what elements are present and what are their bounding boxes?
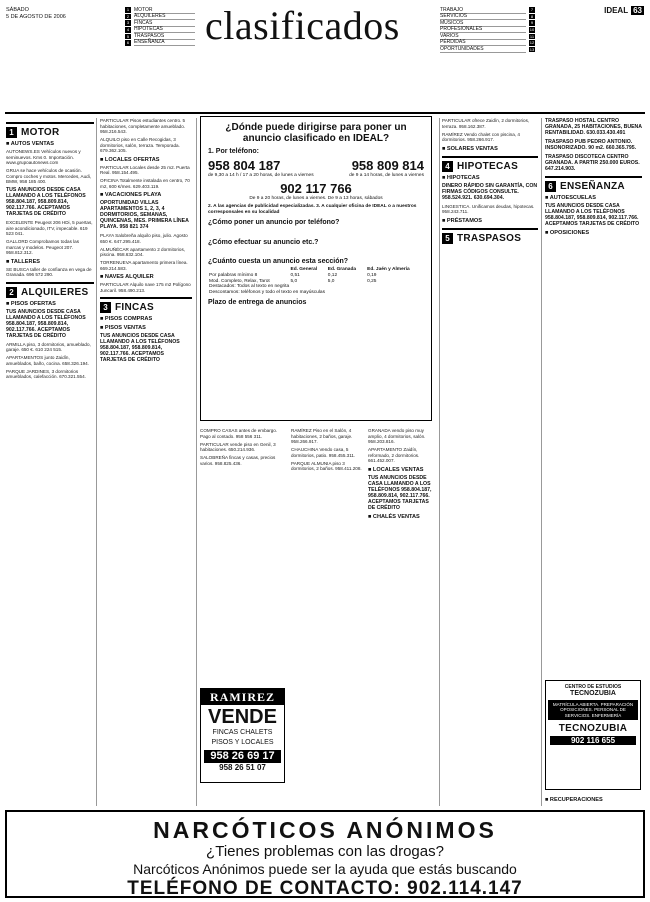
rate-value: 5,0 — [327, 278, 335, 284]
nav-item-servicios[interactable] — [440, 14, 535, 20]
subsection-autos-ventas: ■ AUTOS VENTAS — [6, 141, 55, 147]
classified-ad: RAMÍREZ Piso en el Salón, 4 habitaciones, 2 baños, garaje. 958.266.917. — [291, 428, 353, 444]
subsection-vacaciones-playa: ■ VACACIONES PLAYA — [100, 192, 162, 198]
tecno-subtitle: CENTRO DE ESTUDIOS — [564, 684, 622, 690]
classified-ad: PARTICULAR Pisos estudiantes centro. 5 habitaciones, completamente amueblado. 958.216.543. — [100, 118, 186, 134]
section-header-hipotecas — [442, 156, 538, 172]
ramirez-display-ad — [200, 688, 285, 783]
banner-line-2: Narcóticos Anónimos puede ser la ayuda que estás buscando — [133, 861, 517, 877]
nav-label: OPORTUNIDADES — [440, 46, 526, 53]
tecno-body: MATRÍCULA ABIERTA. PREPARACIÓN OPOSICIONES. PERSONAL DE SERVICIOS. ENFERMERÍA — [548, 700, 638, 720]
hours-1: de 9,30 a 14 h / 17 a 20 horas, de lunes a viernes — [208, 173, 314, 178]
nav-item-hipotecas[interactable] — [125, 27, 195, 33]
nav-item-alquileres[interactable] — [125, 14, 195, 20]
subsection-recuperaciones: ■ RECUPERACIONES — [545, 797, 603, 803]
filler-text-1 — [208, 229, 424, 235]
classified-ad: ARMILLA piso, 3 dormitorios, amueblado, garaje. 650 €. 610 224 515. — [6, 341, 91, 352]
classified-ad: PARQUE ALMUNIA piso 3 dormitorios, 2 baños. 958.411.208. — [291, 460, 362, 471]
nav-label: TRASPASOS — [134, 33, 195, 40]
nav-item-motor[interactable] — [125, 7, 195, 13]
column-3 — [200, 428, 285, 469]
rate-label: Destacados: Todos al texto en negrita — [209, 284, 290, 290]
rate-value: 0,12 — [327, 272, 338, 278]
promo-ad: TRASPASO PUB PEDRO ANTONIO. INSONORIZADO. 90 m2. 660.365.795. — [545, 139, 637, 151]
brand-name: IDEAL — [604, 6, 629, 15]
nav-item-oportunidades[interactable] — [440, 47, 535, 53]
subsection-chales-ventas: ■ CHALÉS VENTAS — [368, 513, 420, 520]
rates-row — [208, 290, 424, 296]
subsection-solares-ventas: ■ SOLARES VENTAS — [442, 145, 498, 152]
nav-label: MÚSICOS — [440, 20, 526, 27]
nav-number: 1 — [126, 7, 130, 13]
nav-label: ENSEÑANZA — [134, 39, 195, 46]
classified-ad: PARTICULAR Locales desde 25 m2. Puerta Real. 958.154.495. — [100, 164, 190, 175]
section-header-alquileres — [6, 282, 94, 298]
subsection-naves-alquiler: ■ NAVES ALQUILER — [100, 274, 154, 280]
nav-label: FINCAS — [134, 20, 195, 27]
nav-label: SERVICIOS — [440, 13, 526, 20]
column-divider — [196, 118, 197, 806]
classified-ad: TORRENUEVA apartamento primera línea. 669.214.583. — [100, 260, 188, 271]
classified-ad: GRANADA vendo piso muy amplio, 4 dormitorios, salón. 958.203.816. — [368, 428, 426, 444]
classified-ad: OFICINA Totalmente instalada en centro, 70 m2, 600 €/mes. 629.403.119. — [100, 178, 190, 189]
promo-ad: TUS ANUNCIOS DESDE CASA LLAMANDO A LOS TELÉFONOS 958.804.187, 958.809.814, 902.117.766. ACEPTAMOS TARJETAS DE CRÉDITO — [368, 474, 432, 511]
section-title: FINCAS — [115, 302, 155, 313]
rates-header-cell: Ed. Jaén y Almería — [367, 267, 410, 273]
classified-ad: ALQUILO piso en Calle Recogidas, 3 dormitorios, salón, terraza. Temporada. 679.362.105. — [100, 137, 180, 153]
classified-ad: PLAYA Salobreña alquilo piso, julio. Agosto 650 €. 647.295.418. — [100, 233, 188, 244]
banner-line-1: ¿Tienes problemas con las drogas? — [206, 843, 444, 860]
classified-ad: COMPRO CASAS antes de embargo. Pago al contado. 958 556 311. — [200, 428, 278, 439]
deadline-heading: Plazo de entrega de anuncios — [208, 299, 307, 307]
nav-number: 8 — [530, 13, 534, 19]
section-header-motor — [6, 122, 94, 138]
ramirez-phone-2[interactable]: 958 26 51 07 — [219, 763, 266, 772]
narcoticos-anonimos-banner — [5, 810, 645, 898]
section-number: 1 — [6, 127, 17, 138]
day-label: SÁBADO — [6, 7, 29, 13]
rate-value: 5,0 — [290, 278, 298, 284]
phone-howto-heading: ¿Cómo poner un anuncio por teléfono? — [208, 219, 340, 227]
nav-number: 13 — [529, 46, 535, 52]
nav-number: 10 — [529, 27, 535, 33]
classified-ad: SE BUSCA taller de confianza en vega de Granada. 696 572 290. — [6, 266, 92, 277]
subsection-oposiciones: ■ OPOSICIONES — [545, 230, 590, 236]
promo-ad: TUS ANUNCIOS DESDE CASA LLAMANDO A LOS TELÉFONOS 958.804.187, 958.809.814, 902.117.766. ACEPTAMOS TARJETAS DE CRÉDITO — [545, 203, 640, 227]
section-number: 2 — [6, 287, 17, 298]
classified-ad: APARTAMENTO Zaidín, reformado, 2 dormitorios. 661.452.007. — [368, 447, 420, 463]
header-rule — [5, 112, 645, 114]
section-title: ALQUILERES — [21, 286, 89, 298]
section-title: ENSEÑANZA — [560, 181, 625, 192]
rates-header-cell: Ed. Granada — [327, 267, 357, 273]
section-header-ensenanza — [545, 176, 642, 192]
tecno-phone[interactable]: 902 116 655 — [550, 736, 636, 745]
classified-ad: LINGESTICA. Unificamos deudas, hipotecas. 958.243.711. — [442, 203, 535, 214]
promo-ad: TUS ANUNCIOS DESDE CASA LLAMANDO A LOS TELÉFONOS 958.804.187, 958.809.814, 902.117.766. ACEPTAMOS TARJETAS DE CRÉDITO — [6, 187, 86, 217]
hours-3-text: De 9 a 20 horas, de lunes a viernes. De 9 a 13 horas, sábados — [249, 195, 383, 201]
newspaper-brand — [580, 6, 644, 15]
nav-item-fincas[interactable] — [125, 20, 195, 26]
section-index-right — [440, 7, 535, 53]
classified-ad: ALMUÑÉCAR apartamento 2 dormitorios, piscina. 958.632.104. — [100, 246, 186, 257]
nav-label: MOTOR — [134, 7, 195, 14]
subsection-pisos-ventas: ■ PISOS VENTAS — [100, 325, 146, 331]
rate-value: 0,25 — [367, 278, 377, 284]
ramirez-phone[interactable]: 958 26 69 17 — [204, 750, 281, 763]
nav-item-musicos[interactable] — [440, 20, 535, 26]
nav-item-ensenanza[interactable] — [125, 40, 195, 46]
column-divider — [439, 118, 440, 806]
classified-ad: PARQUE JARDINES, 3 dormitorios amueblados, calefacción. 670.321.554. — [6, 368, 86, 379]
rate-value: 0,51 — [290, 272, 300, 278]
banner-phone[interactable]: TELÉFONO DE CONTACTO: 902.114.147 — [127, 878, 523, 899]
nav-number: 5 — [126, 33, 130, 39]
nav-item-perdidas[interactable] — [440, 40, 535, 46]
classified-ad: RAMÍREZ Vendo chalet con piscina, 4 dormitorios. 958.266.917. — [442, 131, 520, 142]
nav-label: HIPOTECAS — [134, 26, 195, 33]
column-divider — [96, 118, 97, 806]
column-1 — [6, 118, 94, 382]
nav-label: ALQUILERES — [134, 13, 195, 20]
rate-label: Descontamos: teléfonos y todo el texto en mayúsculas — [209, 289, 325, 295]
ramirez-brand: RAMIREZ — [201, 689, 284, 705]
promo-ad: OPORTUNIDAD VILLAS APARTAMENTOS 1, 2, 3, 4 DORMITORIOS, SEMANAS, QUINCENAS, MES. PRIMERA LÍNEA PLAYA. 958 821 374 — [100, 200, 189, 230]
nav-number: 9 — [530, 20, 534, 26]
classified-ad: PARTICULAR vende piso en Genil, 3 habitaciones. 650.214.936. — [200, 441, 276, 452]
filler-text-2 — [208, 249, 424, 255]
section-number: 6 — [545, 181, 556, 192]
phone-row — [208, 158, 424, 173]
classified-ad: GALLORD Comprobamos todas las marcas y modelos. Peugeot 207. 958.812.312. — [6, 239, 80, 255]
rates-table — [208, 267, 424, 295]
tecnozubia-display-ad — [545, 680, 641, 790]
rate-label: Mod. Completo, Relax, Tarot — [209, 278, 270, 284]
tecno-name: TECNOZUBIA — [570, 690, 616, 697]
section-number: 5 — [442, 233, 453, 244]
section-title: HIPOTECAS — [457, 160, 519, 172]
classified-ad: SALOBREÑA fincas y casas, precios varios. 958.825.436. — [200, 455, 276, 466]
section-header-traspasos — [442, 228, 538, 244]
column-divider — [541, 118, 542, 806]
column-2 — [100, 118, 192, 366]
section-header-fincas — [100, 297, 192, 313]
column-4 — [291, 428, 363, 474]
subsection-talleres: ■ TALLERES — [6, 258, 41, 265]
nav-label: TRABAJO — [440, 7, 526, 14]
nav-number: 2 — [126, 13, 130, 19]
box-title: ¿Dónde puede dirigirse para poner un anuncio clasificado en IDEAL? — [225, 122, 407, 144]
nav-label: PROFESIONALES — [440, 26, 526, 33]
masthead-date — [6, 7, 116, 20]
section-number: 4 — [442, 161, 453, 172]
nav-label: VARIOS — [440, 33, 526, 40]
rate-value: 0,19 — [367, 272, 377, 278]
phone-number-3[interactable]: 902 117 766 — [280, 180, 352, 196]
classified-ad: PARTICULAR ofrece Zaidín, 2 dormitorios, terraza. 958.162.387. — [442, 118, 530, 129]
promo-ad: DINERO RÁPIDO SIN GARANTÍA, CON FIRMAS CÓDIGOS CONSULTE. 958.524.921. 630.694.304. — [442, 182, 538, 201]
nav-number: 12 — [529, 40, 535, 46]
subsection-hipotecas: ■ HIPOTECAS — [442, 174, 480, 181]
column-6 — [442, 118, 538, 247]
subsection-pisos-ofertas: ■ PISOS OFERTAS — [6, 300, 56, 307]
section-index-left — [125, 7, 195, 47]
subsection-locales-ventas: ■ LOCALES VENTAS — [368, 466, 424, 473]
rates-header-cell: Ed. General — [290, 267, 318, 273]
nav-label: PÉRDIDAS — [440, 39, 526, 46]
nav-item-profesionales[interactable] — [440, 27, 535, 33]
nav-number: 11 — [529, 33, 535, 39]
ramirez-line1: FINCAS CHALETS — [212, 729, 273, 736]
section-number: 3 — [100, 302, 111, 313]
nav-number: 7 — [530, 7, 534, 13]
promo-ad: TUS ANUNCIOS DESDE CASA LLAMANDO A LOS TELÉFONOS 958.804.187, 958.809.814, 902.117.766. ACEPTAMOS TARJETAS DE CRÉDITO — [100, 333, 180, 363]
section-title: TRASPASOS — [457, 232, 522, 244]
classified-ad: PARTICULAR Alquilo nave 175 m2 Polígono Juncaril. 958.490.213. — [100, 282, 191, 293]
classified-ad: APARTAMENTOS junto Zaidín, amueblados, baño, cocina. 658.326.194. — [6, 355, 90, 366]
hours-2: de 9 a 14 horas, de lunes a viernes — [349, 173, 424, 178]
phone-number-1[interactable]: 958 804 187 — [208, 158, 281, 173]
page-title: clasificados — [205, 3, 400, 48]
subsection-autoescuelas: ■ AUTOESCUELAS — [545, 195, 596, 201]
promo-ad: TRASPASO DISCOTECA CENTRO GRANADA. A PARTIR 250.000 EUROS. 647.214.903. — [545, 154, 640, 172]
nav-item-trabajo[interactable] — [440, 7, 535, 13]
nav-number: 6 — [126, 40, 130, 46]
classified-ad: GRUA se hace vehículos de ocasión. Compro coches y motos. Mercedes, Audi, BMW, 958 185 400. — [6, 168, 92, 184]
classified-ad: EXCELENTE Peugeot 206 HDi, 5 puertas, aire acondicionado, ITV, impecable. 619 523 041. — [6, 220, 93, 236]
how-to-advertise-box — [200, 116, 432, 421]
nav-number: 3 — [126, 20, 130, 26]
promo-ad: TUS ANUNCIOS DESDE CASA LLAMANDO A LOS TELÉFONOS 958.804.187, 958.809.814, 902.117.766. ACEPTAMOS TARJETAS DE CRÉDITO — [6, 308, 86, 339]
subsection-pisos-compras: ■ PISOS COMPRAS — [100, 316, 153, 322]
ramirez-vende: VENDE — [208, 706, 277, 728]
offices-text: 2. A las agencias de publicidad especializadas. 3. A cualquier oficina de IDEAL o a nuestros corresponsales en su localidad — [208, 204, 417, 215]
page-number: 63 — [633, 6, 642, 15]
ramirez-line2: PISOS Y LOCALES — [211, 739, 274, 746]
column-7 — [545, 118, 642, 238]
tecno-logo-text: TECNOZUBIA — [558, 723, 628, 735]
section-title: MOTOR — [21, 127, 60, 138]
subsection-locales-ofertas: ■ LOCALES OFERTAS — [100, 156, 160, 163]
subsection-prestamos: ■ PRÉSTAMOS — [442, 217, 482, 224]
column-5 — [368, 428, 436, 522]
by-phone-label: 1. Por teléfono: — [208, 148, 259, 155]
promo-ad: TRASPASO HOSTAL CENTRO GRANADA, 25 HABITACIONES, BUENA RENTABILIDAD. 630.033.430.491 — [545, 118, 642, 136]
hours-row — [208, 173, 424, 179]
classified-ad: CHAUCHINA Vendo casa, 5 dormitorios, patio. 958.455.311. — [291, 447, 356, 458]
date-label: 5 DE AGOSTO DE 2006 — [6, 13, 66, 20]
hours-3 — [208, 196, 424, 202]
banner-title: NARCÓTICOS ANÓNIMOS — [153, 817, 497, 843]
phone-number-2[interactable]: 958 809 814 — [351, 158, 424, 173]
classified-ad: AUTONEWS.ES Vehículos nuevos y seminuevos. Kms 0. Importación. www.grupoautonews.com — [6, 149, 81, 165]
howto-heading: ¿Cómo efectuar su anuncio etc.? — [208, 238, 319, 246]
rate-label: Por palabras mínimo 8 — [209, 272, 258, 278]
price-heading: ¿Cuánto cuesta un anuncio esta sección? — [208, 258, 349, 266]
nav-number: 4 — [126, 27, 130, 33]
